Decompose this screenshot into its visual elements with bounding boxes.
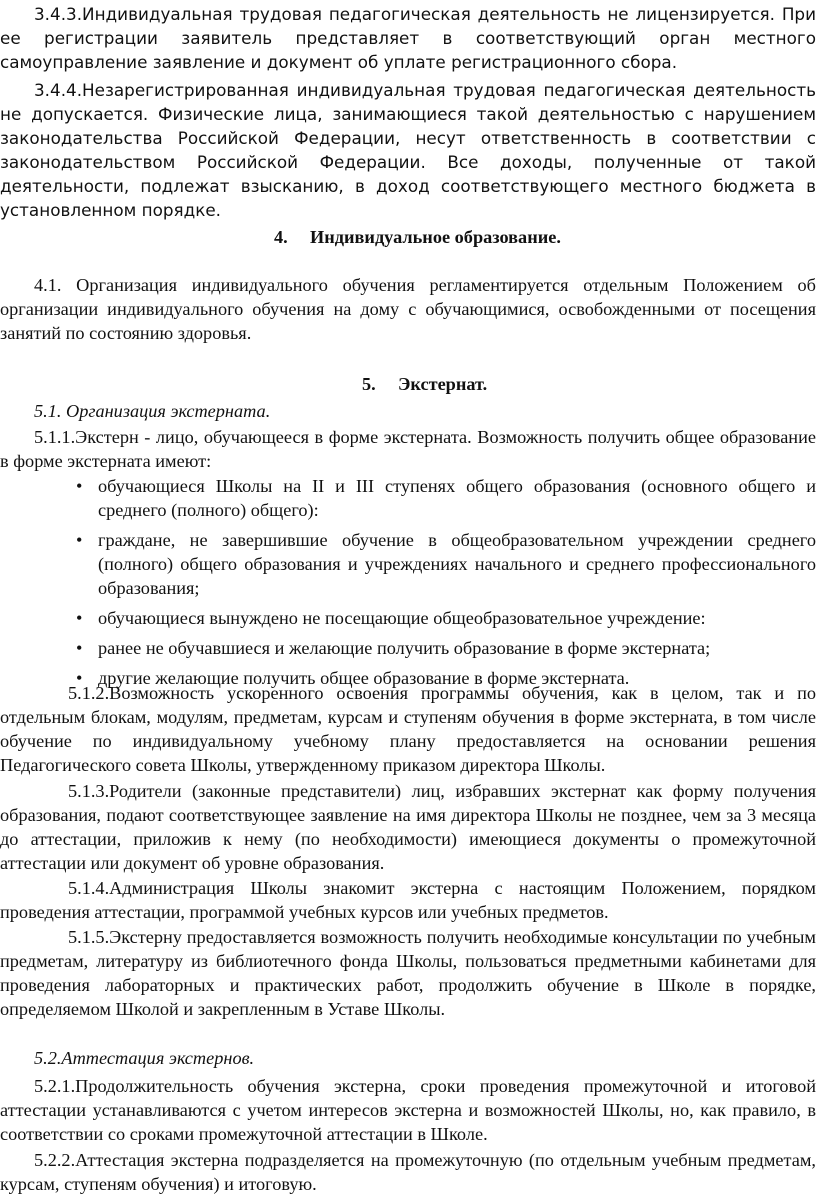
section-title: Индивидуальное образование.: [310, 227, 561, 247]
paragraph-body: [0, 876, 816, 924]
paragraph-text: 3.4.4.Незарегистрированная индивидуальная трудовая педагогическая деятельность не допускается. Физические лица, занимающиеся такой деятельностью с нарушением законодательства Российской Федерации, несут ответственность в соответствии с законодательством Российской Федерации. Все доходы, полученные от такой деятельности, подлежат взысканию, в доход соответствующего местного бюджета в установленном порядке.: [0, 80, 816, 220]
paragraph-text: Родители (законные представители) лиц, избравших экстернат как форму получения образования, подают соответствующее заявление на имя директора Школы не позднее, чем за 3 месяца до аттестации, приложив к нему (по необходимости) имеющиеся документы о промежуточной аттестации или документ об уровне образования.: [0, 781, 816, 873]
subsection-5-2-title: [0, 1046, 816, 1070]
paragraph-number: 5.1.3.: [68, 781, 110, 801]
section-number: 4.: [274, 227, 288, 247]
list-item-text: обучающиеся вынуждено не посещающие общеобразовательное учреждение:: [98, 608, 706, 628]
paragraph-5-2-2: [0, 1148, 816, 1196]
paragraph-text: 5.1.1.Экстерн - лицо, обучающееся в форме экстерната. Возможность получить общее образование в форме экстерната имеют:: [0, 427, 816, 471]
paragraph-text: 5.2.2.Аттестация экстерна подразделяется на промежуточную (по отдельным учебным предметам, курсам, ступеням обучения) и итоговую.: [0, 1150, 816, 1194]
paragraph-text: Возможность ускоренного освоения программы обучения, как в целом, так и по отдельным блокам, модулям, предметам, курсам и ступеням обучения в форме экстерната, в том числе обучение по индивидуальному учебному плану предоставляется на основании решения Педагогического совета Школы, утвержденному приказом директора Школы.: [0, 683, 816, 775]
subsection-text: 5.2.Аттестация экстернов.: [34, 1048, 255, 1068]
subsection-5-1-title: [0, 399, 816, 423]
list-item-text: другие желающие получить общее образование в форме экстерната.: [98, 668, 630, 688]
list-item: [0, 606, 816, 630]
bullet-icon: •: [76, 608, 83, 628]
paragraph-3-4-3: [0, 2, 816, 74]
bullet-list: [0, 474, 816, 690]
paragraph-text: Администрация Школы знакомит экстерна с настоящим Положением, порядком проведения аттестации, программой учебных курсов или учебных предметов.: [0, 878, 816, 922]
list-item: [0, 474, 816, 522]
paragraph-5-2-1: [0, 1074, 816, 1146]
bullet-icon: •: [76, 530, 83, 550]
bullet-icon: •: [76, 668, 83, 688]
list-item: [0, 528, 816, 600]
paragraph-number: 5.1.4.: [68, 878, 110, 898]
paragraph-5-1-2: [0, 681, 816, 777]
list-item: [0, 636, 816, 660]
bullet-icon: •: [76, 638, 83, 658]
paragraph-text: 4.1. Организация индивидуального обучения регламентируется отдельным Положением об организации индивидуального обучения на дому с обучающимися, освобожденными от посещения занятий по состоянию здоровья.: [0, 275, 816, 343]
section-number: 5.: [362, 374, 376, 394]
paragraph-text: Экстерну предоставляется возможность получить необходимые консультации по учебным предметам, литературу из библиотечного фонда Школы, пользоваться предметными кабинетами для проведения лабораторных и практических работ, продолжить обучение в Школе в порядке, определяемом Школой и закрепленным в Уставе Школы.: [0, 927, 816, 1019]
list-item-text: обучающиеся Школы на II и III ступенях общего образования (основного общего и среднего (полного) общего):: [98, 476, 816, 520]
paragraph-number: 5.1.5.: [68, 927, 110, 947]
paragraph-5-1-4: [0, 876, 816, 924]
paragraph-4-1: [0, 273, 816, 345]
bullet-icon: •: [76, 476, 83, 496]
section-4-heading: [0, 225, 816, 249]
paragraph-5-1-1: [0, 425, 816, 473]
paragraph-body: [0, 681, 816, 777]
paragraph-5-1-3: [0, 779, 816, 875]
paragraph-number: 5.1.2.: [68, 683, 110, 703]
paragraph-3-4-4: [0, 78, 816, 222]
paragraph-text: 5.2.1.Продолжительность обучения экстерна, сроки проведения промежуточной и итоговой аттестации устанавливаются с учетом интересов экстерна и возможностей Школы, но, как правило, в соответствии со сроками промежуточной аттестации в Школе.: [0, 1076, 816, 1144]
paragraph-text: 3.4.3.Индивидуальная трудовая педагогическая деятельность не лицензируется. При ее регистрации заявитель представляет в соответствующий орган местного самоуправление заявление и документ об уплате регистрационного сбора.: [0, 4, 816, 72]
list-item-text: граждане, не завершившие обучение в общеобразовательном учреждении среднего (полного) общего образования и учреждениях начального и среднего профессионального образования;: [98, 530, 816, 598]
paragraph-body: [0, 779, 816, 875]
paragraph-5-1-5: [0, 925, 816, 1021]
paragraph-body: [0, 925, 816, 1021]
section-title: Экстернат.: [398, 374, 488, 394]
section-5-heading: [0, 372, 816, 396]
subsection-text: 5.1. Организация экстерната.: [34, 401, 271, 421]
list-item-text: ранее не обучавшиеся и желающие получить образование в форме экстерната;: [98, 638, 711, 658]
